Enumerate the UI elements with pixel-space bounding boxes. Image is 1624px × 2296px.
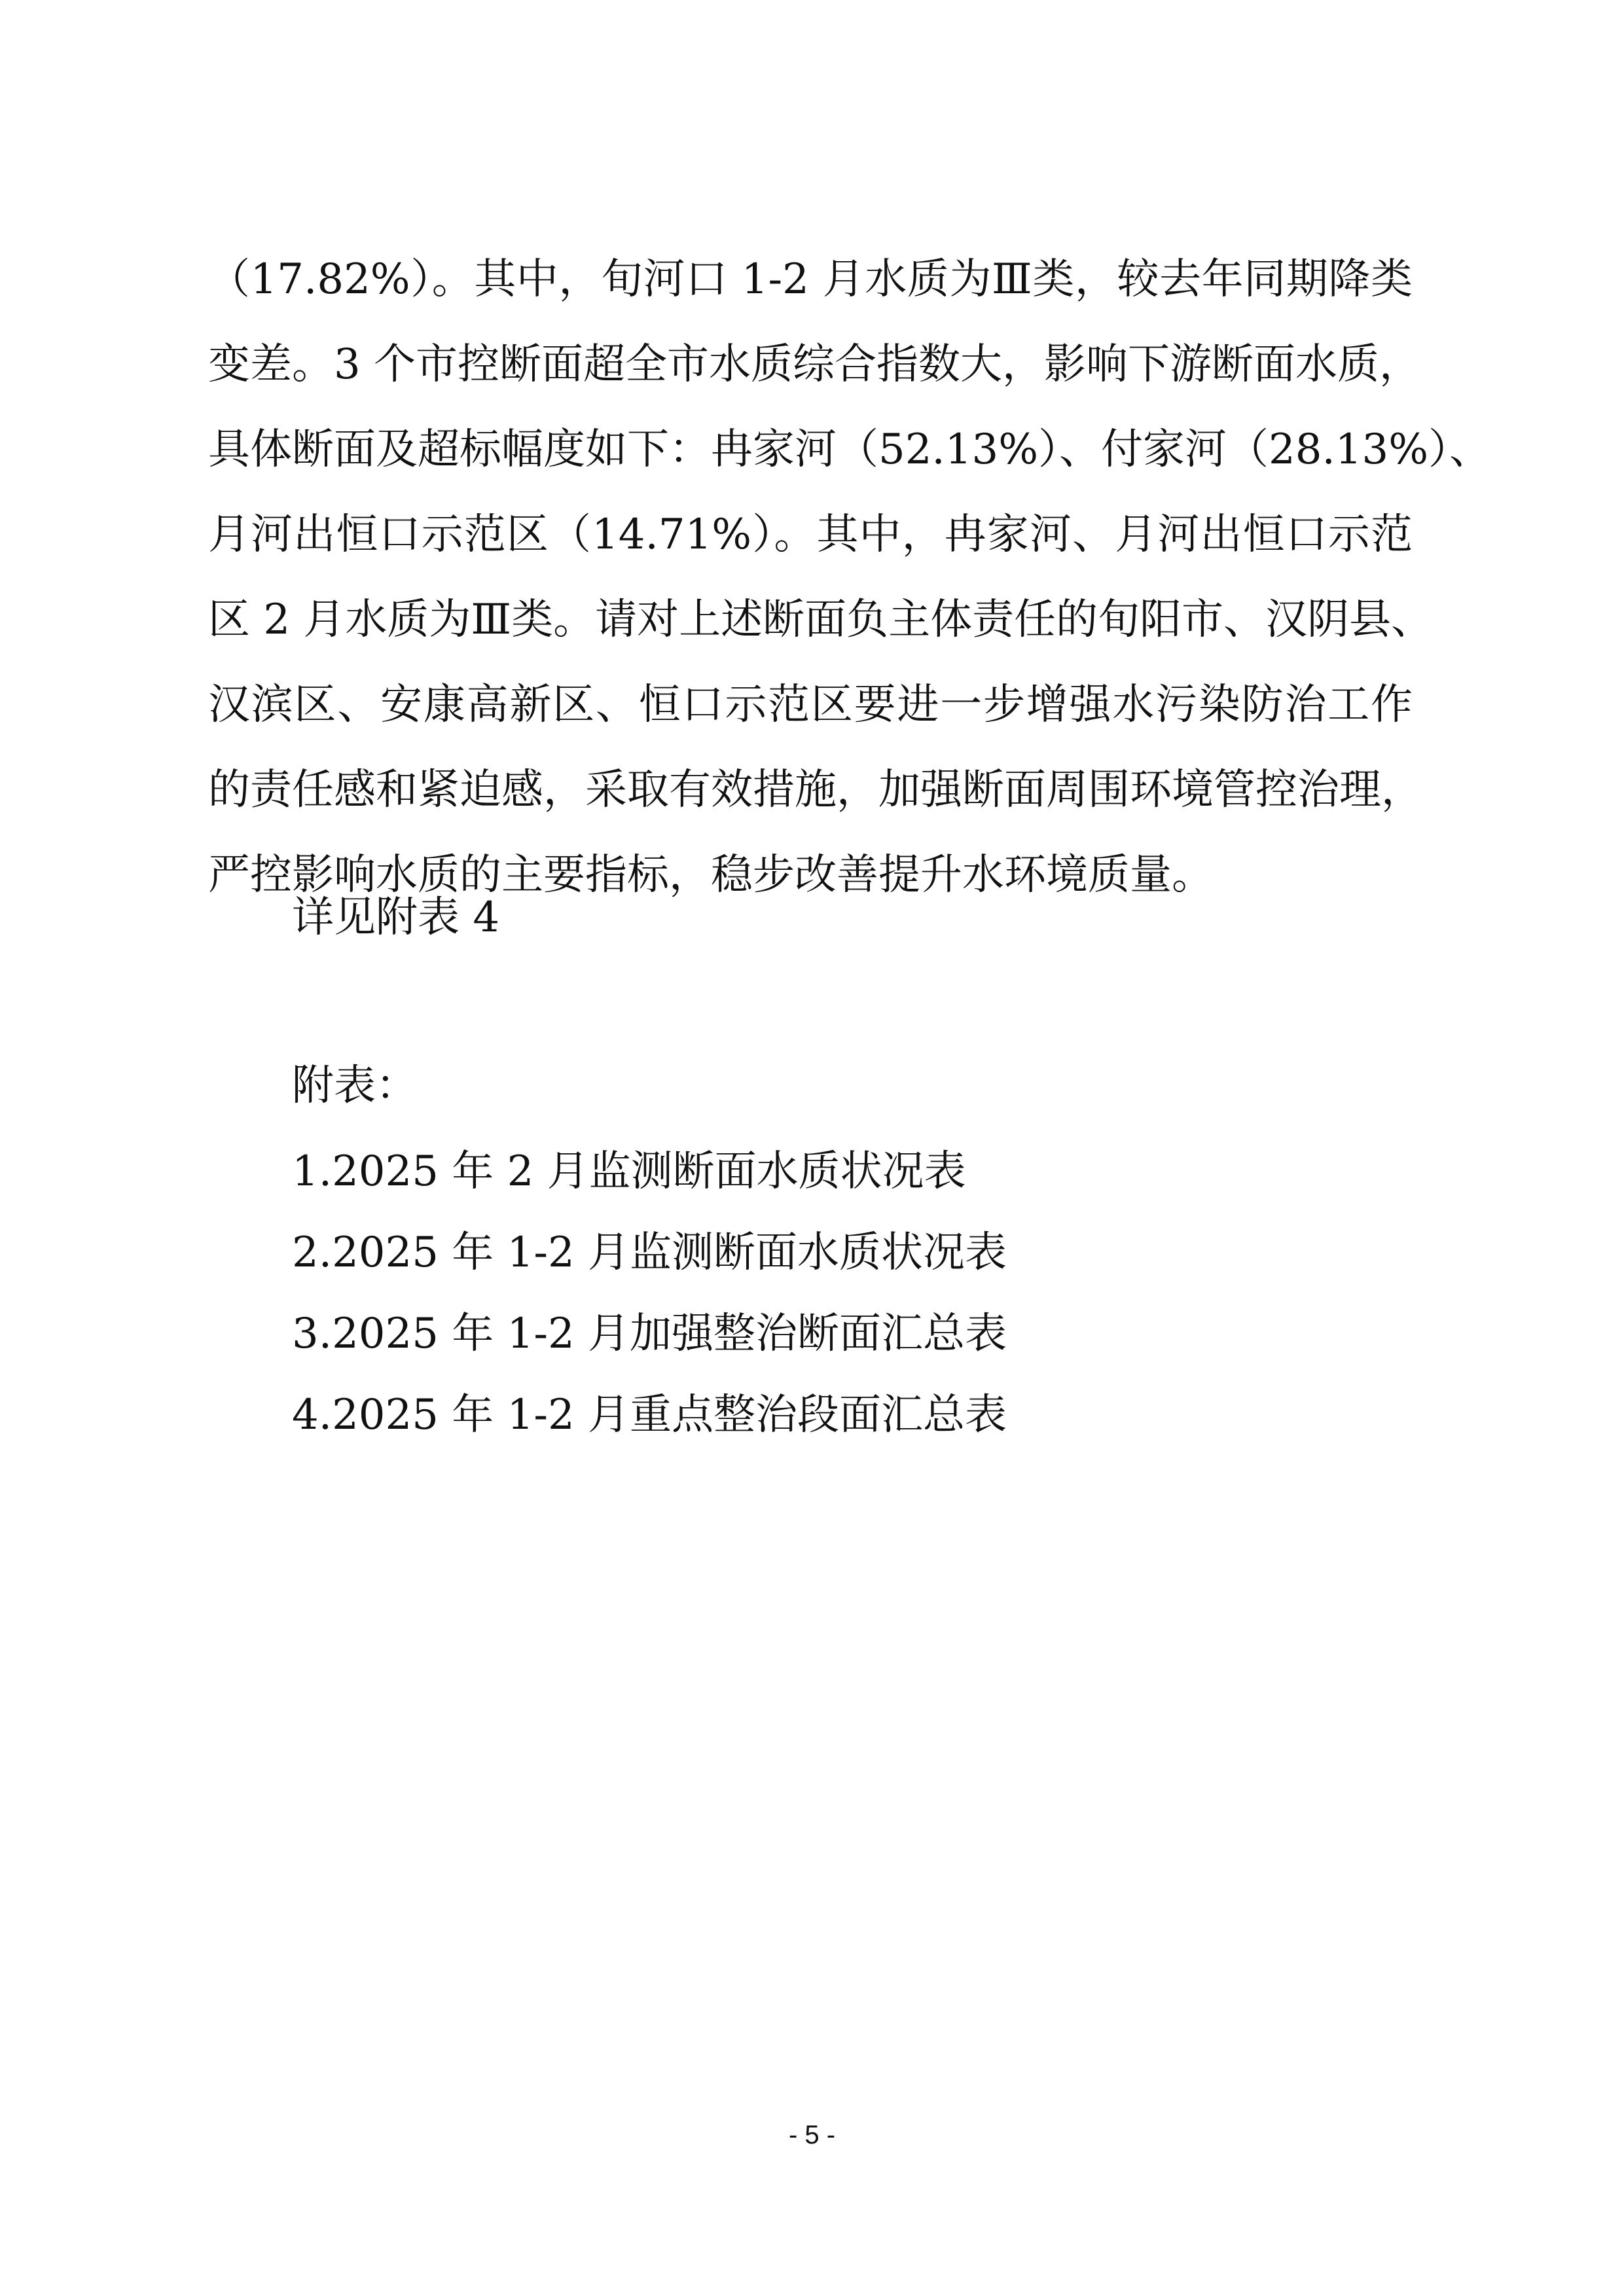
attachment-item: 1.2025 年 2 月监测断面水质状况表 (292, 1147, 966, 1196)
paragraph-line: 月河出恒口示范区（14.71%）。其中，冉家河、月河出恒口示范 (208, 511, 1413, 559)
body-paragraph (208, 237, 1492, 918)
paragraph-line: 区 2 月水质为Ⅲ类。请对上述断面负主体责任的旬阳市、汉阴县、 (208, 596, 1434, 644)
attachment-item: 2.2025 年 1-2 月监测断面水质状况表 (292, 1229, 1007, 1277)
paragraph-line: 变差。3 个市控断面超全市水质综合指数大，影响下游断面水质， (208, 340, 1422, 389)
paragraph-line: 严控影响水质的主要指标，稳步改善提升水环境质量。 (208, 851, 1214, 899)
paragraph-line: 具体断面及超标幅度如下：冉家河（52.13%）、付家河（28.13%）、 (208, 425, 1492, 474)
attachment-item: 3.2025 年 1-2 月加强整治断面汇总表 (292, 1310, 1007, 1358)
attachment-item: 4.2025 年 1-2 月重点整治段面汇总表 (292, 1391, 1007, 1439)
paragraph-line: 汉滨区、安康高新区、恒口示范区要进一步增强水污染防治工作 (208, 681, 1413, 729)
detail-note: 详见附表 4 (292, 893, 500, 942)
attachments-heading: 附表： (292, 1062, 418, 1110)
paragraph-line: （17.82%）。其中，旬河口 1-2 月水质为Ⅲ类，较去年同期降类 (208, 255, 1413, 304)
paragraph-line: 的责任感和紧迫感，采取有效措施，加强断面周围环境管控治理， (208, 766, 1423, 814)
page-number: - 5 - (788, 2121, 836, 2149)
attachments-list (292, 1131, 1007, 1456)
